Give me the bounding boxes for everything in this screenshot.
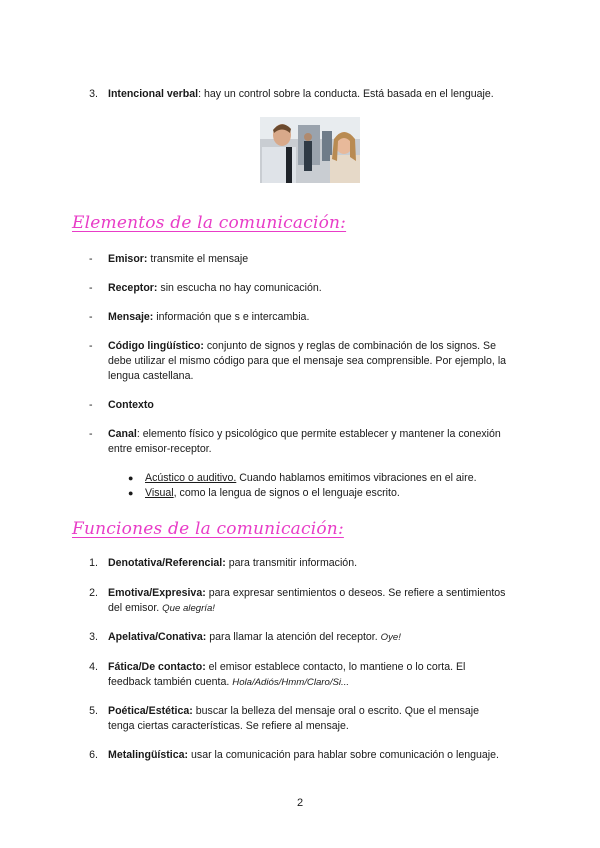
list-marker: -	[89, 311, 93, 323]
list-number: 3.	[89, 88, 98, 100]
item-text: Cuando hablamos emitimos vibraciones en el aire.	[236, 472, 477, 484]
list-number: 3.	[89, 631, 98, 643]
item-text: , como la lengua de signos o el lenguaje escrito.	[173, 487, 400, 499]
item-text: el emisor establece contacto, lo mantiene o lo corta. El	[205, 661, 466, 673]
list-number: 1.	[89, 557, 98, 569]
sub-item-acustico	[145, 471, 477, 486]
list-marker: -	[89, 282, 93, 294]
list-item-fatica-line2	[108, 675, 349, 690]
item-text: para llamar la atención del receptor.	[206, 631, 381, 643]
item-term: Mensaje:	[108, 311, 154, 323]
item-term: Metalingüística:	[108, 749, 189, 761]
list-item-canal	[108, 427, 501, 442]
item-term: Contexto	[108, 399, 154, 411]
list-item-denotativa	[108, 556, 357, 571]
item-term: Poética/Estética:	[108, 705, 193, 717]
list-number: 6.	[89, 749, 98, 761]
list-number: 2.	[89, 587, 98, 599]
list-item-poetica	[108, 704, 479, 719]
item-term: Fática/De contacto:	[108, 661, 206, 673]
list-item-fatica	[108, 660, 465, 675]
item-text: para transmitir información.	[225, 557, 358, 569]
item-text: transmite el mensaje	[147, 253, 249, 265]
item-example: Que alegría!	[162, 603, 215, 614]
bullet-marker: ●	[128, 488, 134, 498]
item-text: sin escucha no hay comunicación.	[157, 282, 322, 294]
section-heading-elementos: Elementos de la comunicación:	[72, 213, 347, 233]
underlined-term: Acústico o auditivo.	[145, 472, 237, 484]
item-term: Emotiva/Expresiva:	[108, 587, 206, 599]
item-example: Hola/Adiós/Hmm/Claro/Si...	[232, 677, 350, 688]
item-text: : hay un control sobre la conducta. Está basada en el lenguaje.	[198, 88, 494, 100]
list-item-metalinguistica	[108, 748, 499, 763]
item-example: Oye!	[380, 632, 401, 643]
list-number: 4.	[89, 661, 98, 673]
item-term: Apelativa/Conativa:	[108, 631, 207, 643]
list-item-codigo-line3: lengua castellana.	[108, 370, 194, 382]
list-marker: -	[89, 428, 93, 440]
page-number: 2	[296, 797, 304, 809]
list-item-canal-line2: entre emisor-receptor.	[108, 443, 212, 455]
list-marker: -	[89, 340, 93, 352]
item-text: para expresar sentimientos o deseos. Se refiere a sentimientos	[205, 587, 506, 599]
list-item-emotiva	[108, 586, 505, 601]
list-item-codigo	[108, 339, 496, 354]
list-item-emotiva-line2	[108, 601, 215, 616]
item-text: conjunto de signos y reglas de combinación de los signos. Se	[203, 340, 497, 352]
underlined-term: Visual	[145, 487, 174, 499]
item-term: Canal	[108, 428, 137, 440]
item-term: Código lingüístico:	[108, 340, 204, 352]
list-item-contexto	[108, 398, 154, 413]
item-term: Receptor:	[108, 282, 158, 294]
item-term: Intencional verbal	[108, 88, 199, 100]
item-text: información que s e intercambia.	[153, 311, 310, 323]
list-item-emisor	[108, 252, 248, 267]
list-item-codigo-line2: debe utilizar el mismo código para que el mensaje sea comprensible. Por ejemplo, la	[108, 355, 507, 367]
section-heading-funciones: Funciones de la comunicación:	[72, 519, 344, 539]
list-item-intencional-verbal	[108, 87, 494, 102]
photo-two-people-talking	[260, 117, 360, 183]
list-number: 5.	[89, 705, 98, 717]
item-term: Denotativa/Referencial:	[108, 557, 226, 569]
item-text: usar la comunicación para hablar sobre comunicación o lenguaje.	[188, 749, 499, 761]
bullet-marker: ●	[128, 473, 134, 483]
item-text: feedback también cuenta.	[108, 676, 233, 688]
item-text: del emisor.	[108, 602, 163, 614]
list-marker: -	[89, 399, 93, 411]
item-term: Emisor:	[108, 253, 148, 265]
list-marker: -	[89, 253, 93, 265]
list-item-poetica-line2: tenga ciertas características. Se refiere al mensaje.	[108, 720, 349, 732]
list-item-apelativa	[108, 630, 401, 645]
sub-item-visual	[145, 486, 400, 501]
list-item-receptor	[108, 281, 322, 296]
item-text: : elemento físico y psicológico que permite establecer y mantener la conexión	[136, 428, 501, 440]
item-text: buscar la belleza del mensaje oral o escrito. Que el mensaje	[192, 705, 479, 717]
list-item-mensaje	[108, 310, 309, 325]
